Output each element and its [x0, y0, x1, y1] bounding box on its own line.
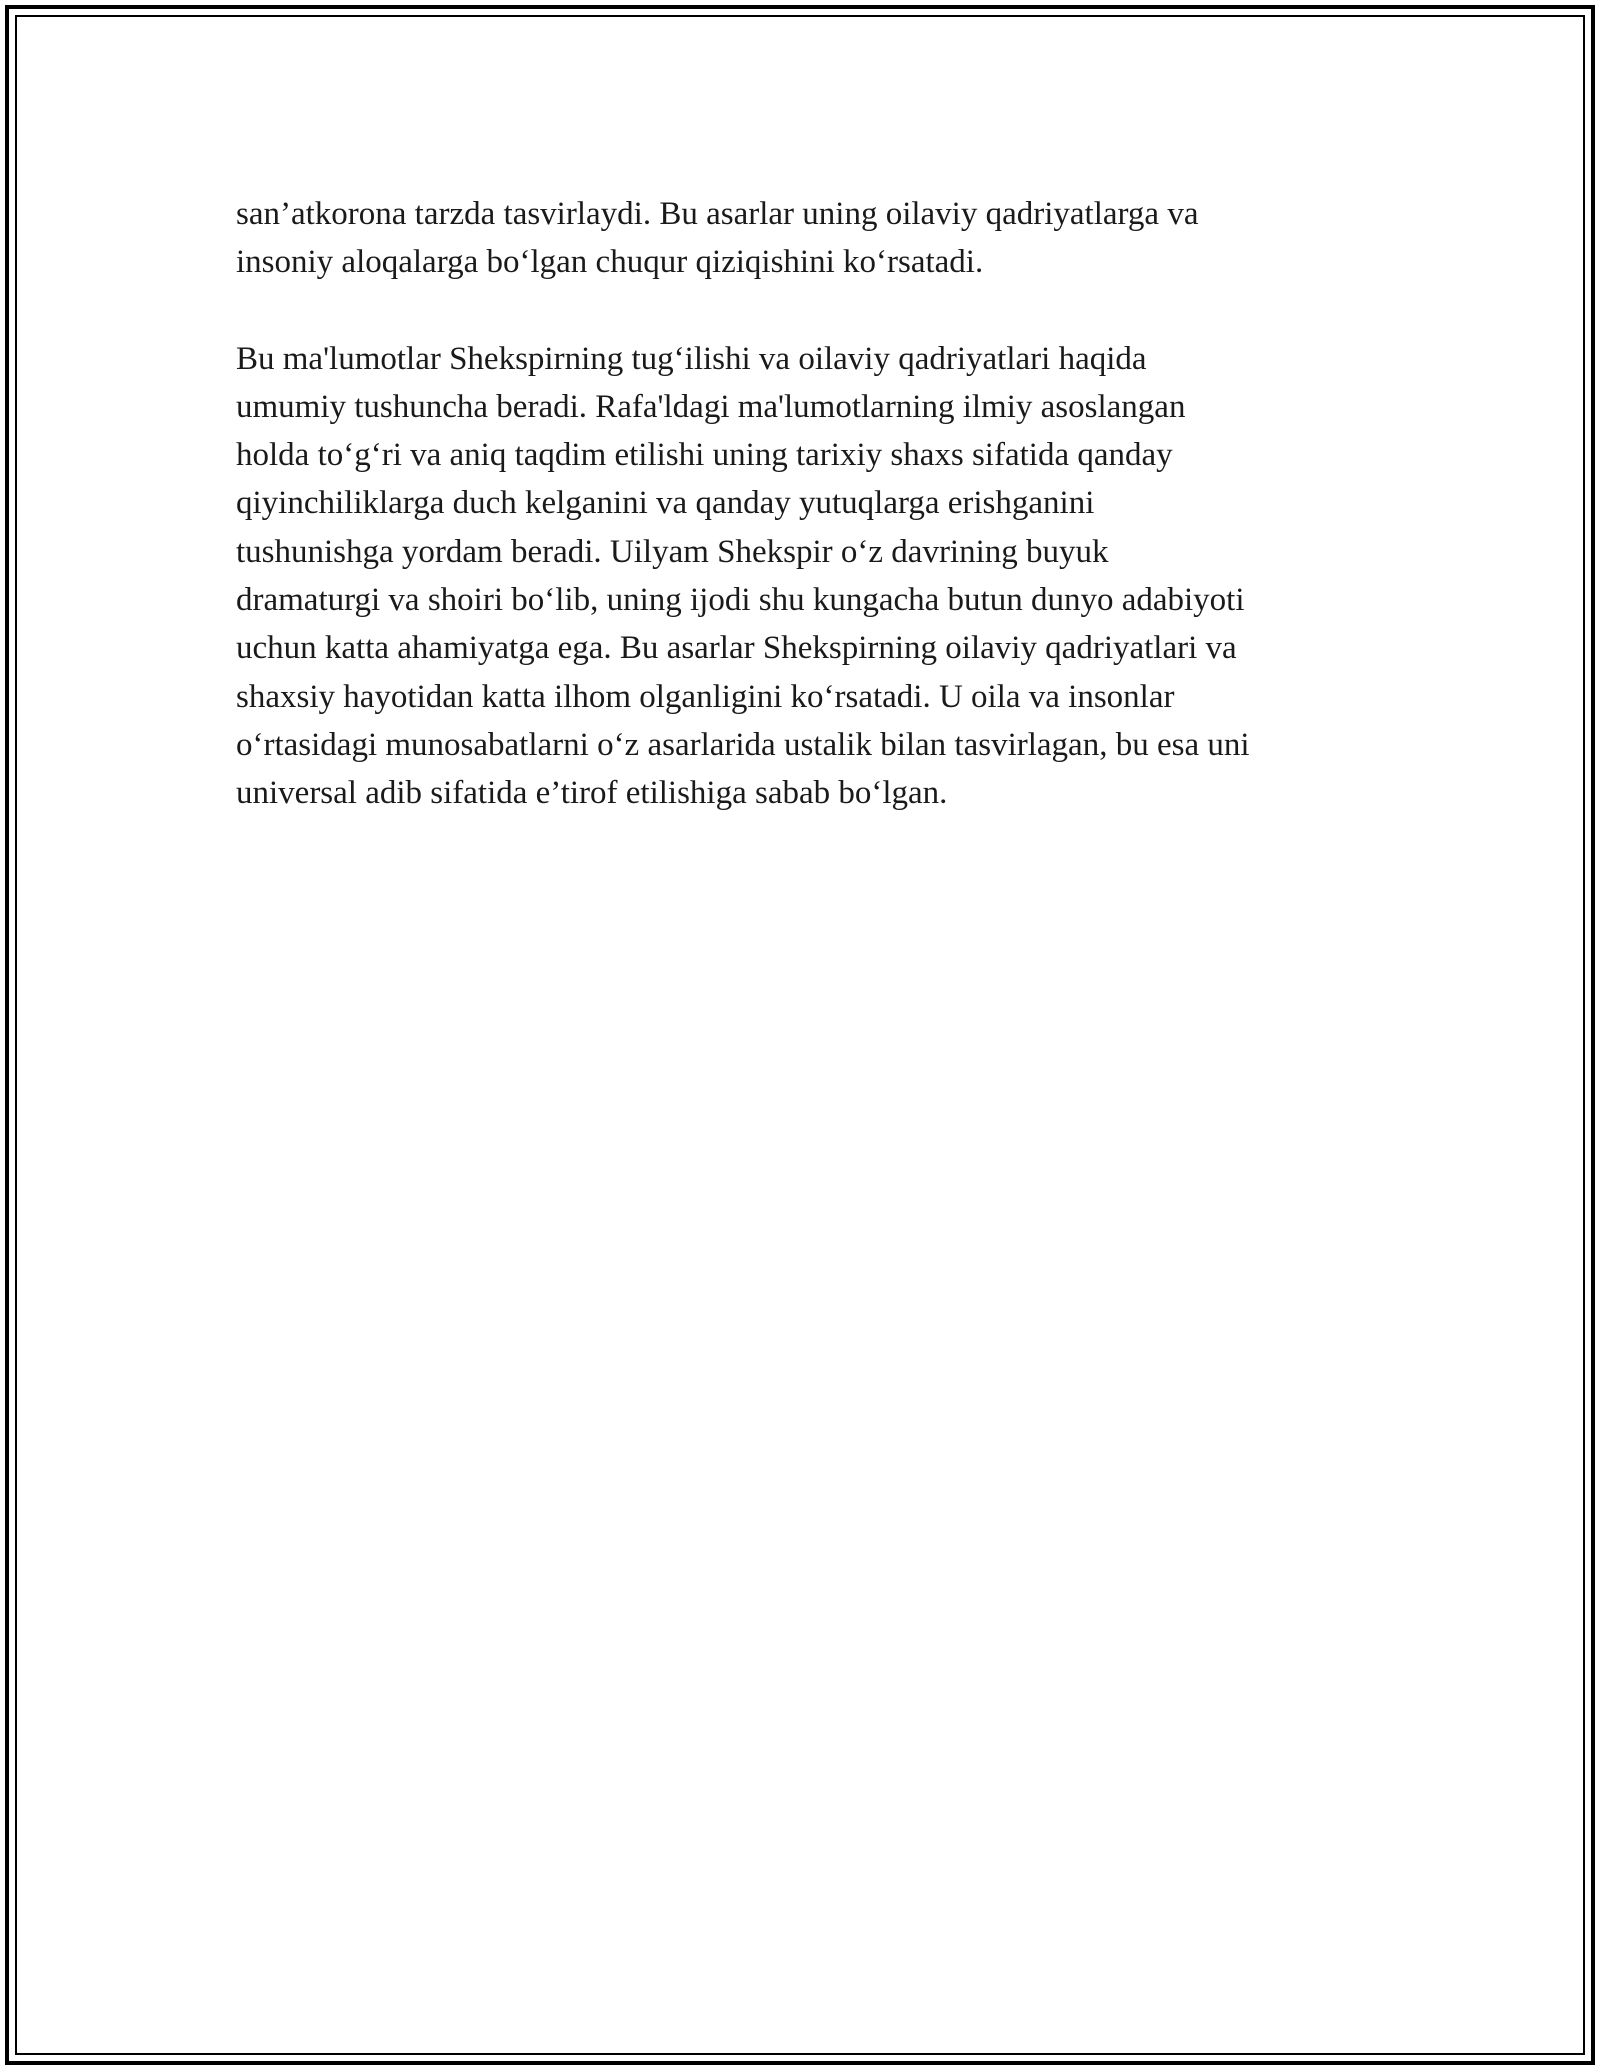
paragraph-1 — [236, 190, 1376, 287]
text-line: universal adib sifatida e’tirof etilishiga sabab bo‘lgan. — [236, 775, 948, 812]
text-line: dramaturgi va shoiri bo‘lib, uning ijodi shu kungacha butun dunyo adabiyoti — [236, 582, 1245, 619]
text-line: uchun katta ahamiyatga ega. Bu asarlar Shekspirning oilaviy qadriyatlari va — [236, 630, 1237, 667]
text-line: tushunishga yordam beradi. Uilyam Shekspir o‘z davrining buyuk — [236, 533, 1109, 570]
text-line: Bu ma'lumotlar Shekspirning tug‘ilishi va oilaviy qadriyatlari haqida — [236, 340, 1147, 377]
text-line: insoniy aloqalarga bo‘lgan chuqur qiziqishini ko‘rsatadi. — [236, 244, 984, 281]
text-line: holda to‘g‘ri va aniq taqdim etilishi uning tarixiy shaxs sifatida qanday — [236, 437, 1173, 474]
text-line: shaxsiy hayotidan katta ilhom olganligini ko‘rsatadi. U oila va insonlar — [236, 678, 1175, 715]
paragraph-2 — [236, 335, 1376, 818]
text-line: o‘rtasidagi munosabatlarni o‘z asarlarida ustalik bilan tasvirlagan, bu esa uni — [236, 726, 1250, 763]
text-line: san’atkorona tarzda tasvirlaydi. Bu asarlar uning oilaviy qadriyatlarga va — [236, 196, 1199, 232]
document-body — [236, 190, 1376, 866]
text-line: umumiy tushuncha beradi. Rafa'ldagi ma'lumotlarning ilmiy asoslangan — [236, 388, 1186, 425]
text-line: qiyinchiliklarga duch kelganini va qanday yutuqlarga erishganini — [236, 485, 1095, 522]
